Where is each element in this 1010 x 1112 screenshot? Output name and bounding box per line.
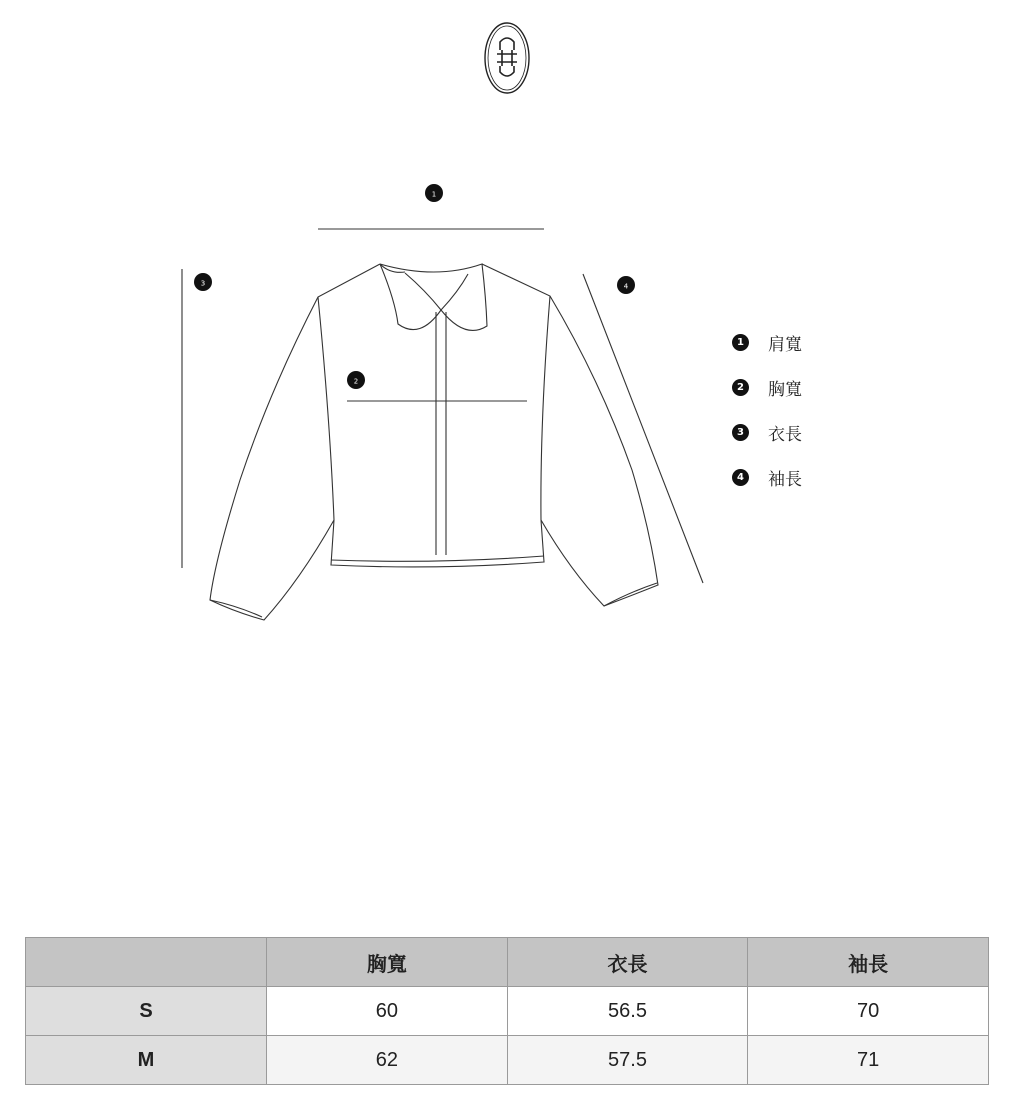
marker-4-icon <box>617 276 635 294</box>
size-label: S <box>26 987 267 1036</box>
measurement-legend <box>732 331 802 511</box>
marker-1-label: 1 <box>431 190 437 199</box>
marker-3-label: 3 <box>200 279 206 288</box>
header-cell-length: 衣長 <box>507 938 748 987</box>
table-cell: 70 <box>748 987 989 1036</box>
legend-label: 衣長 <box>768 424 802 445</box>
legend-number-icon: 3 <box>732 424 749 441</box>
size-label: M <box>26 1036 267 1085</box>
legend-label: 胸寬 <box>768 379 802 400</box>
table-cell: 62 <box>267 1036 508 1085</box>
marker-2-icon <box>347 371 365 389</box>
legend-number-icon: 1 <box>732 334 749 351</box>
legend-label: 袖長 <box>768 469 802 490</box>
marker-2-label: 2 <box>353 377 359 386</box>
table-cell: 57.5 <box>507 1036 748 1085</box>
legend-item <box>732 466 802 488</box>
marker-3-icon <box>194 273 212 291</box>
jacket-outline <box>210 264 658 620</box>
marker-1-icon <box>425 184 443 202</box>
legend-number-icon: 4 <box>732 469 749 486</box>
jacket-collar <box>380 264 487 330</box>
legend-item <box>732 421 802 443</box>
table-cell: 71 <box>748 1036 989 1085</box>
table-cell: 60 <box>267 987 508 1036</box>
legend-item <box>732 331 802 353</box>
header-cell-sleeve: 袖長 <box>748 938 989 987</box>
table-header-row <box>26 938 989 987</box>
sleeve-measure-line <box>583 274 703 583</box>
table-row <box>26 1036 989 1085</box>
marker-4-label: 4 <box>623 282 629 291</box>
table-cell: 56.5 <box>507 987 748 1036</box>
legend-number-icon: 2 <box>732 379 749 396</box>
size-chart-table <box>25 937 989 1085</box>
legend-label: 肩寬 <box>768 334 802 355</box>
legend-item <box>732 376 802 398</box>
header-cell-size <box>26 938 267 987</box>
table-row <box>26 987 989 1036</box>
header-cell-chest: 胸寬 <box>267 938 508 987</box>
